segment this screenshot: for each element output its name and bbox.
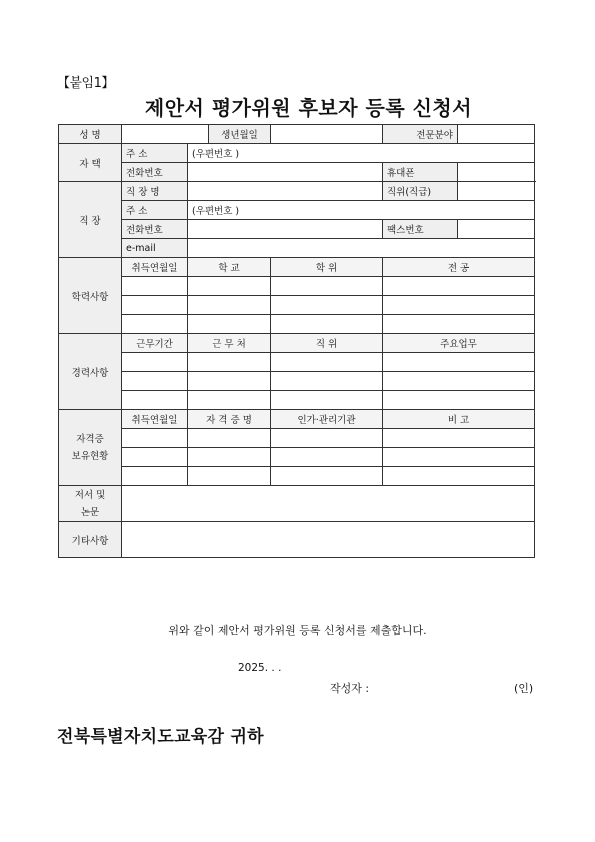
date-line: 2025. . .	[238, 662, 282, 674]
application-form-table	[58, 124, 535, 558]
license-cell[interactable]	[383, 467, 535, 486]
license-cell[interactable]	[271, 448, 383, 467]
page-title: 제안서 평가위원 후보자 등록 신청서	[144, 96, 473, 120]
specialty-label: 전문분야	[383, 125, 458, 144]
education-cell[interactable]	[271, 277, 383, 296]
education-header-degree: 학 위	[271, 258, 383, 277]
work-address-label: 주 소	[122, 201, 188, 220]
career-header-workplace: 근 무 처	[188, 334, 271, 353]
license-cell[interactable]	[122, 467, 188, 486]
position-grade-field[interactable]	[458, 182, 535, 201]
others-label: 기타사항	[59, 522, 122, 558]
education-cell[interactable]	[122, 277, 188, 296]
education-cell[interactable]	[188, 277, 271, 296]
education-cell[interactable]	[122, 315, 188, 334]
license-row	[59, 429, 535, 448]
license-cell[interactable]	[122, 429, 188, 448]
mobile-label: 휴대폰	[383, 163, 458, 182]
career-cell[interactable]	[122, 353, 188, 372]
license-cell[interactable]	[271, 467, 383, 486]
others-field[interactable]	[122, 522, 535, 558]
license-header-name: 자 격 증 명	[188, 410, 271, 429]
home-address-label: 주 소	[122, 144, 188, 163]
license-cell[interactable]	[122, 448, 188, 467]
education-header-major: 전 공	[383, 258, 535, 277]
career-cell[interactable]	[383, 353, 535, 372]
license-cell[interactable]	[188, 429, 271, 448]
specialty-field[interactable]	[458, 125, 535, 144]
career-header-position: 직 위	[271, 334, 383, 353]
education-cell[interactable]	[122, 296, 188, 315]
work-postal-code: (우편번호 )	[192, 206, 240, 217]
home-phone-label: 전화번호	[122, 163, 188, 182]
home-postal-code: (우편번호 )	[192, 149, 240, 160]
education-cell[interactable]	[383, 277, 535, 296]
education-row	[59, 315, 535, 334]
home-address-field[interactable]	[188, 144, 535, 163]
career-row	[59, 372, 535, 391]
fax-field[interactable]	[458, 220, 535, 239]
home-label: 자 택	[59, 144, 122, 182]
career-cell[interactable]	[122, 391, 188, 410]
career-row	[59, 391, 535, 410]
birth-label: 생년월일	[209, 125, 271, 144]
education-cell[interactable]	[383, 296, 535, 315]
career-cell[interactable]	[188, 391, 271, 410]
work-label: 직 장	[59, 182, 122, 258]
license-header-date: 취득연월일	[122, 410, 188, 429]
recipient: 전북특별자치도교육감 귀하	[57, 727, 264, 747]
education-label: 학력사항	[59, 258, 122, 334]
writer-label: 작성자 :	[330, 682, 370, 695]
education-cell[interactable]	[188, 315, 271, 334]
name-field[interactable]	[122, 125, 209, 144]
education-cell[interactable]	[271, 296, 383, 315]
home-phone-field[interactable]	[188, 163, 383, 182]
publications-field[interactable]	[122, 486, 535, 522]
license-cell[interactable]	[383, 429, 535, 448]
work-phone-label: 전화번호	[122, 220, 188, 239]
career-label: 경력사항	[59, 334, 122, 410]
education-row	[59, 277, 535, 296]
birth-field[interactable]	[271, 125, 383, 144]
license-cell[interactable]	[271, 429, 383, 448]
workplace-field[interactable]	[188, 182, 383, 201]
declaration-text: 위와 같이 제안서 평가위원 등록 신청서를 제출합니다.	[168, 624, 427, 637]
license-cell[interactable]	[188, 448, 271, 467]
license-header-authority: 인가·관리기관	[271, 410, 383, 429]
career-header-period: 근무기간	[122, 334, 188, 353]
name-label: 성 명	[59, 125, 122, 144]
workplace-label: 직 장 명	[122, 182, 188, 201]
license-label: 자격증 보유현황	[59, 410, 122, 486]
education-header-date: 취득연월일	[122, 258, 188, 277]
email-field[interactable]	[188, 239, 535, 258]
fax-label: 팩스번호	[383, 220, 458, 239]
career-cell[interactable]	[383, 372, 535, 391]
education-header-school: 학 교	[188, 258, 271, 277]
work-address-field[interactable]	[188, 201, 535, 220]
position-grade-label: 직위(직급)	[383, 182, 458, 201]
career-cell[interactable]	[271, 353, 383, 372]
publications-label: 저서 및 논문	[59, 486, 122, 522]
career-header-duties: 주요업무	[383, 334, 535, 353]
license-cell[interactable]	[188, 467, 271, 486]
license-row	[59, 448, 535, 467]
education-row	[59, 296, 535, 315]
career-row	[59, 353, 535, 372]
attachment-label: 【붙임1】	[57, 76, 114, 91]
career-cell[interactable]	[122, 372, 188, 391]
career-cell[interactable]	[188, 353, 271, 372]
career-cell[interactable]	[271, 372, 383, 391]
career-cell[interactable]	[271, 391, 383, 410]
license-cell[interactable]	[383, 448, 535, 467]
mobile-field[interactable]	[458, 163, 535, 182]
education-cell[interactable]	[383, 315, 535, 334]
career-cell[interactable]	[383, 391, 535, 410]
education-cell[interactable]	[188, 296, 271, 315]
education-cell[interactable]	[271, 315, 383, 334]
seal-label: (인)	[514, 682, 534, 695]
license-row	[59, 467, 535, 486]
career-cell[interactable]	[188, 372, 271, 391]
work-phone-field[interactable]	[188, 220, 383, 239]
license-header-remarks: 비 고	[383, 410, 535, 429]
email-label: e-mail	[122, 239, 188, 258]
